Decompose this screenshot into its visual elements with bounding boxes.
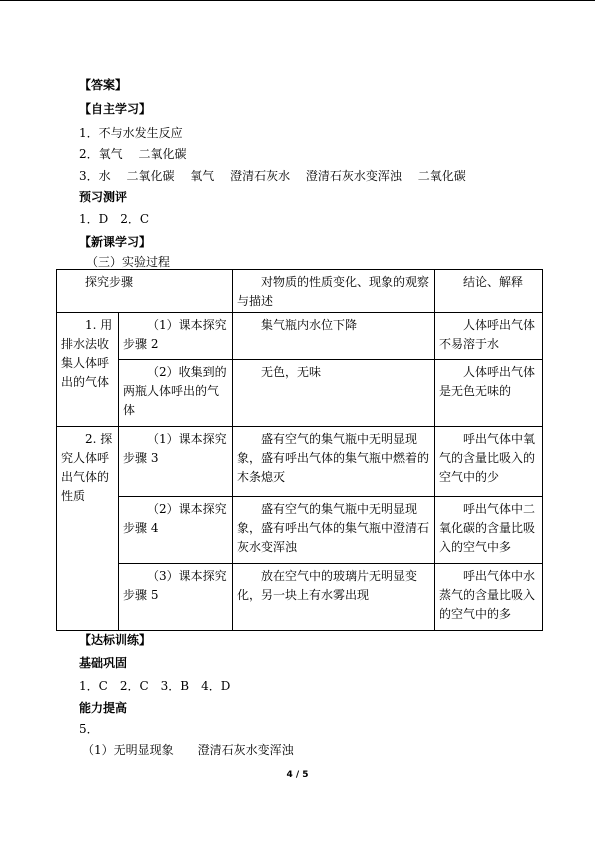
question-5-number: 5． <box>79 722 99 736</box>
conclusion-cell: 人体呼出气体不易溶于水 <box>435 313 543 360</box>
table-row <box>57 497 543 564</box>
self-study-line-1: 1．不与水发生反应 <box>79 126 183 140</box>
header-conclusion: 结论、解释 <box>435 270 543 313</box>
step-cell: （2）课本探究步骤 4 <box>119 497 233 564</box>
preview-answers: 1．D 2．C <box>79 212 150 226</box>
new-lesson-heading: 【新课学习】 <box>79 235 152 249</box>
conclusion-cell: 呼出气体中二氧化碳的含量比吸入的空气中多 <box>435 497 543 564</box>
group-label: 2. 探究人体呼出气体的性质 <box>57 427 119 631</box>
observation-cell: 盛有空气的集气瓶中无明显现象，盛有呼出气体的集气瓶中燃着的木条熄灭 <box>233 427 435 497</box>
conclusion-cell: 呼出气体中氧气的含量比吸入的空气中的少 <box>435 427 543 497</box>
step-cell: （1）课本探究步骤 2 <box>119 313 233 360</box>
self-study-heading: 【自主学习】 <box>79 102 152 116</box>
self-study-line-2: 2．氧气 二氧化碳 <box>79 147 187 161</box>
basic-answers: 1．C 2．C 3．B 4．D <box>79 679 231 693</box>
step-cell: （3）课本探究步骤 5 <box>119 564 233 631</box>
conclusion-cell: 人体呼出气体是无色无味的 <box>435 360 543 427</box>
answer-heading: 【答案】 <box>79 78 128 92</box>
question-5-part-1: （1）无明显现象 澄清石灰水变浑浊 <box>82 743 294 757</box>
experiment-subheading: （三）实验过程 <box>86 255 171 269</box>
conclusion-cell: 呼出气体中水蒸气的含量比吸入的空气中的多 <box>435 564 543 631</box>
header-rule <box>0 0 595 1</box>
table-row <box>57 360 543 427</box>
table-row <box>57 427 543 497</box>
experiment-table <box>56 269 543 631</box>
advanced-heading: 能力提高 <box>79 701 128 715</box>
preview-heading: 预习测评 <box>79 190 128 204</box>
table-row <box>57 564 543 631</box>
header-steps: 探究步骤 <box>57 270 233 313</box>
table-row <box>57 313 543 360</box>
observation-cell: 盛有空气的集气瓶中无明显现象，盛有呼出气体的集气瓶中澄清石灰水变浑浊 <box>233 497 435 564</box>
training-heading: 【达标训练】 <box>79 633 152 647</box>
basic-heading: 基础巩固 <box>79 656 128 670</box>
observation-cell: 集气瓶内水位下降 <box>233 313 435 360</box>
observation-cell: 放在空气中的玻璃片无明显变化，另一块上有水雾出现 <box>233 564 435 631</box>
table-header-row <box>57 270 543 313</box>
page-number: 4 / 5 <box>286 770 309 780</box>
observation-cell: 无色，无味 <box>233 360 435 427</box>
header-observation: 对物质的性质变化、现象的观察与描述 <box>233 270 435 313</box>
group-label: 1. 用排水法收集人体呼出的气体 <box>57 313 119 427</box>
step-cell: （2）收集到的两瓶人体呼出的气体 <box>119 360 233 427</box>
step-cell: （1）课本探究步骤 3 <box>119 427 233 497</box>
self-study-line-3: 3．水 二氧化碳 氧气 澄清石灰水 澄清石灰水变浑浊 二氧化碳 <box>79 169 466 183</box>
